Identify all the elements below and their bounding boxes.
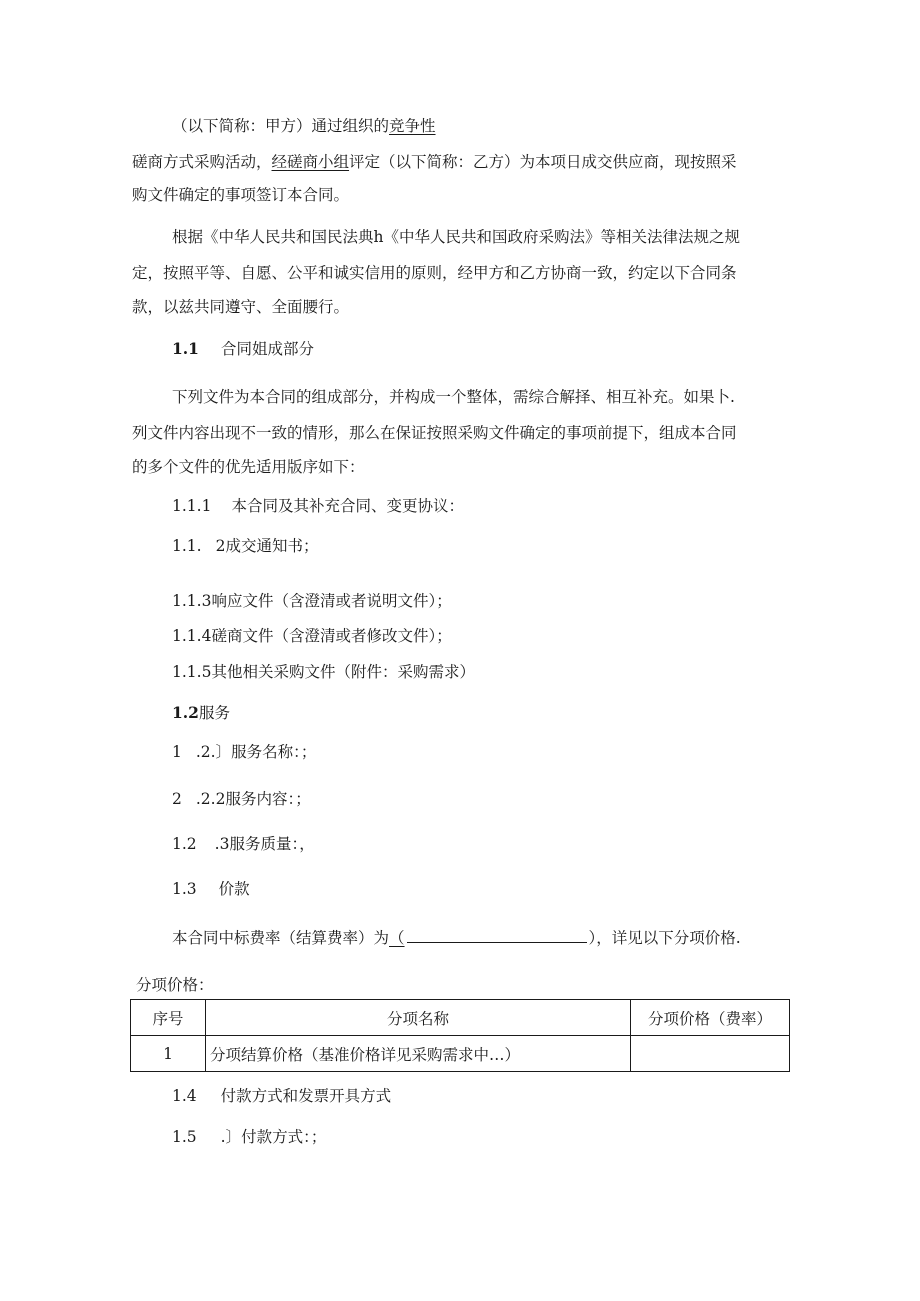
- intro-line-1: [172, 115, 436, 137]
- list-item-1-1-1: [172, 495, 464, 517]
- header-item-name: 分项名称: [206, 1000, 631, 1036]
- intro-panel-underlined: 磋商小组: [287, 153, 350, 171]
- basis-line-1: [172, 226, 740, 248]
- list-item-text: 本合同及其补充合同、变更协议：: [231, 497, 464, 515]
- sec11-para-line-2: [132, 422, 737, 444]
- basis-line-1-text: 根据《中华人民共和国民法典h《中华人民共和国政府采购法》等相关法律法规之规: [172, 228, 740, 246]
- intro-line-3-text: 购文件确定的事项签订本合同。: [132, 186, 350, 204]
- cell-item-price[interactable]: [631, 1036, 790, 1072]
- section-1-1-heading: [172, 338, 314, 360]
- list-item-number: 1.1.4: [172, 627, 212, 645]
- sec11-para-line-3-text: 的多个文件的优先适用版序如下：: [132, 458, 365, 476]
- section-1-3-title: 价款: [218, 880, 250, 898]
- list-item-text: 其他相关采购文件（附件：采购需求）: [211, 663, 475, 681]
- list-item-text: .2.2服务内容：；: [195, 790, 311, 808]
- list-item-text: .3服务质量：，: [214, 835, 315, 853]
- section-1-4-heading: [172, 1085, 391, 1107]
- intro-line-1-text: （以下简称：甲方）通过组织的: [172, 117, 390, 135]
- header-no: 序号: [131, 1000, 206, 1036]
- sec11-para-line-1-text: 下列文件为本合同的组成部分，并构成一个整体，需综合解择、相互补充。如果卜.: [172, 388, 735, 406]
- intro-competitive-underlined: 竞争性: [389, 117, 436, 135]
- section-1-5-number: 1.5: [172, 1128, 197, 1146]
- section-1-3-number: 1.3: [172, 880, 197, 898]
- list-item-number: 1.1.1: [172, 497, 212, 515]
- sec11-para-line-1: [172, 386, 735, 408]
- list-item-text: .2.〕服务名称：；: [195, 743, 317, 761]
- list-item-number: 1: [172, 743, 182, 761]
- intro-line-2-text-a: 磋商方式采购活动，: [132, 153, 272, 171]
- rate-sentence: [172, 926, 741, 949]
- list-item-number: 1.1.5: [172, 663, 212, 681]
- section-1-3-heading: [172, 878, 250, 900]
- list-item-number: 1.1.: [172, 537, 202, 555]
- rate-sentence-text-b: ，详见以下分项价格.: [596, 929, 741, 947]
- table-header-row: [131, 1000, 790, 1036]
- section-1-2-number: 1.2: [172, 703, 199, 722]
- intro-line-2-text-c: 评定（以下简称：乙方）为本项日成交供应商，现按照采: [349, 153, 737, 171]
- section-1-5-line: [172, 1126, 326, 1148]
- price-table: [130, 999, 790, 1072]
- price-table-caption-text: 分项价格：: [136, 976, 214, 994]
- sec11-para-line-3: [132, 456, 365, 478]
- list-item-number: 1.1.3: [172, 592, 212, 610]
- price-table-caption: [136, 974, 214, 996]
- rate-open-paren: （: [389, 929, 405, 947]
- table-row: [131, 1036, 790, 1072]
- intro-line-3: [132, 184, 349, 206]
- list-item-1-2-3: [172, 833, 315, 855]
- list-item-1-1-2: [172, 535, 318, 557]
- basis-line-2: [132, 262, 737, 284]
- list-item-1-1-4: [172, 625, 452, 647]
- section-1-1-title: 合同姐成部分: [220, 340, 314, 358]
- header-item-price: 分项价格（费率）: [631, 1000, 790, 1036]
- rate-close-paren: ）: [588, 929, 597, 947]
- section-1-2-title: 服务: [198, 704, 230, 722]
- cell-no: 1: [131, 1036, 206, 1072]
- section-1-4-number: 1.4: [172, 1087, 197, 1105]
- intro-line-2-text-b: 经: [271, 153, 288, 171]
- list-item-1-2-2: [172, 788, 311, 810]
- list-item-1-1-3: [172, 590, 452, 612]
- list-item-text: 磋商文件（含澄清或者修改文件）；: [211, 627, 452, 645]
- section-1-4-title: 付款方式和发票开具方式: [220, 1087, 392, 1105]
- list-item-text: 响应文件（含澄清或者说明文件）；: [211, 592, 452, 610]
- section-1-1-number: 1.1: [172, 339, 199, 358]
- section-1-2-heading: [172, 702, 230, 724]
- cell-item-name: 分项结算价格（基准价格详见采购需求中…）: [206, 1036, 631, 1072]
- list-item-1-2-1: [172, 741, 316, 763]
- sec11-para-line-2-text: 列文件内容出现不一致的情形，那么在保证按照采购文件确定的事项前提下，组成本合同: [132, 424, 737, 442]
- list-item-number: 1.2: [172, 835, 197, 853]
- rate-blank-field[interactable]: [407, 926, 587, 943]
- intro-line-2: [132, 151, 737, 173]
- rate-sentence-text-a: 本合同中标费率（结算费率）为: [172, 929, 390, 947]
- section-1-5-text: .〕付款方式：；: [220, 1128, 327, 1146]
- basis-line-3: [132, 296, 349, 318]
- list-item-text: 2成交通知书；: [215, 537, 319, 555]
- basis-line-2-text: 定，按照平等、自愿、公平和诚实信用的原则，经甲方和乙方协商一致，约定以下合同条: [132, 264, 737, 282]
- list-item-1-1-5: [172, 661, 475, 683]
- list-item-number: 2: [172, 790, 182, 808]
- basis-line-3-text: 款，以兹共同遵守、全面腰行。: [132, 298, 350, 316]
